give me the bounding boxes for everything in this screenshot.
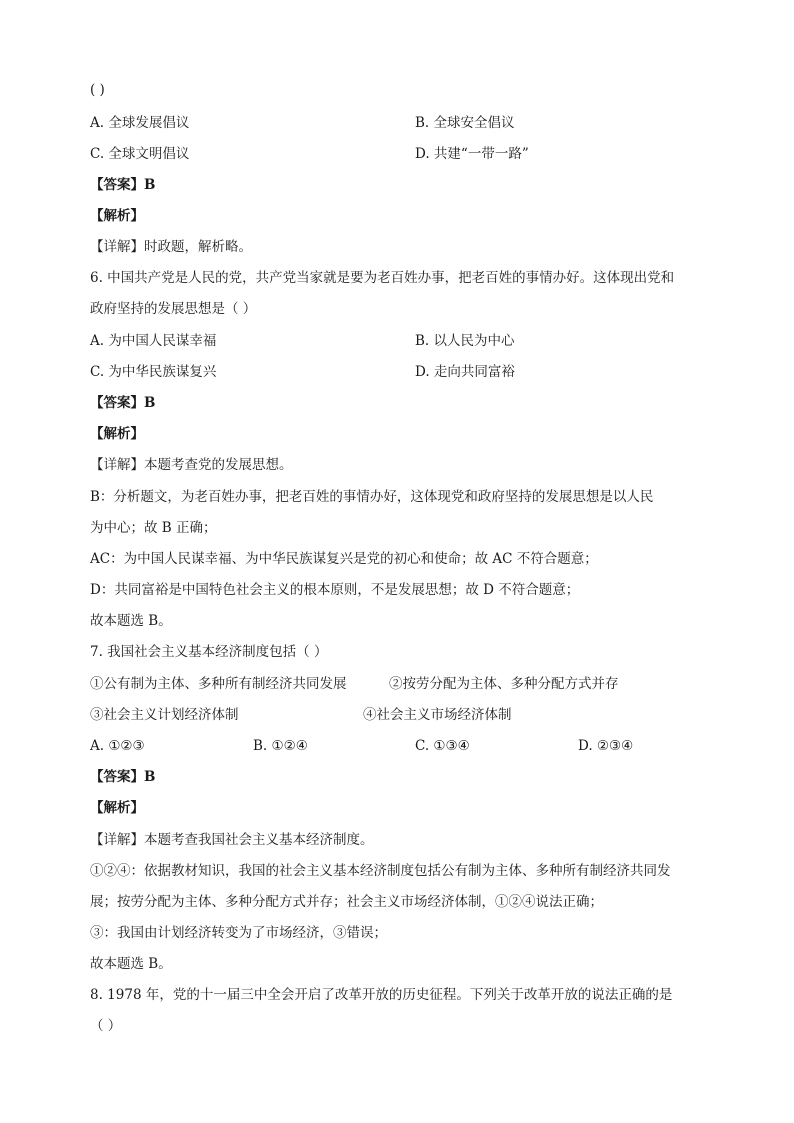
q6-explain-ac: AC：为中国人民谋幸福、为中华民族谋复兴是党的初心和使命；故 AC 不符合题意； [90,551,598,567]
q7-explain-line3: ③：我国由计划经济转变为了市场经济，③错误； [90,925,387,941]
q5-option-a: A. 全球发展倡议 [90,115,190,131]
q5-detail: 【详解】时政题，解析略。 [90,239,252,255]
q5-answer-paren: ( ) [90,82,105,98]
q7-item-2: ②按劳分配为主体、多种分配方式并存 [389,676,619,692]
q7-item-3: ③社会主义计划经济体制 [90,707,239,723]
q6-explain-d: D：共同富裕是中国特色社会主义的根本原则，不是发展思想；故 D 不符合题意； [90,582,580,598]
q6-option-a: A. 为中国人民谋幸福 [90,333,217,349]
q7-option-d: D. ②③④ [578,738,634,754]
q5-answer: 【答案】B [90,177,156,193]
q7-option-a: A. ①②③ [90,738,145,754]
q7-item-1: ①公有制为主体、多种所有制经济共同发展 [90,676,347,692]
q7-stem: 7. 我国社会主义基本经济制度包括（ ） [90,644,328,660]
q8-stem-line1: 8. 1978 年，党的十一届三中全会开启了改革开放的历史征程。下列关于改革开放的说法正确的是 [90,987,673,1003]
q7-analysis-heading: 【解析】 [90,800,144,816]
q7-answer: 【答案】B [90,769,156,785]
q5-option-d: D. 共建“一带一路” [415,146,529,162]
q7-option-c: C. ①③④ [415,738,470,754]
q7-option-b: B. ①②④ [253,738,308,754]
q7-explain-line2: 展；按劳分配为主体、多种分配方式并存；社会主义市场经济体制，①②④说法正确； [90,894,603,910]
q6-conclusion: 故本题选 B。 [90,613,172,629]
q6-option-c: C. 为中华民族谋复兴 [90,364,217,380]
q6-stem-line2: 政府坚持的发展思想是（ ） [90,301,257,317]
q7-item-4: ④社会主义市场经济体制 [363,707,512,723]
q6-stem-line1: 6. 中国共产党是人民的党，共产党当家就是要为老百姓办事，把老百姓的事情办好。这体现出党和 [90,270,675,286]
q5-option-c: C. 全球文明倡议 [90,146,190,162]
q6-option-d: D. 走向共同富裕 [415,364,515,380]
q7-conclusion: 故本题选 B。 [90,956,172,972]
q6-option-b: B. 以人民为中心 [415,333,515,349]
q6-answer: 【答案】B [90,395,156,411]
q7-detail: 【详解】本题考查我国社会主义基本经济制度。 [90,832,374,848]
q6-analysis-heading: 【解析】 [90,426,144,442]
q6-detail: 【详解】本题考查党的发展思想。 [90,457,293,473]
q6-explain-b-line2: 为中心；故 B 正确； [90,520,217,536]
q5-analysis-heading: 【解析】 [90,208,144,224]
q7-explain-line1: ①②④：依据教材知识，我国的社会主义基本经济制度包括公有制为主体、多种所有制经济共同发 [90,863,671,879]
q6-explain-b-line1: B：分析题文，为老百姓办事，把老百姓的事情办好，这体现党和政府坚持的发展思想是以人民 [90,489,654,505]
q8-stem-line2: （ ） [90,1018,122,1034]
q5-option-b: B. 全球安全倡议 [415,115,515,131]
